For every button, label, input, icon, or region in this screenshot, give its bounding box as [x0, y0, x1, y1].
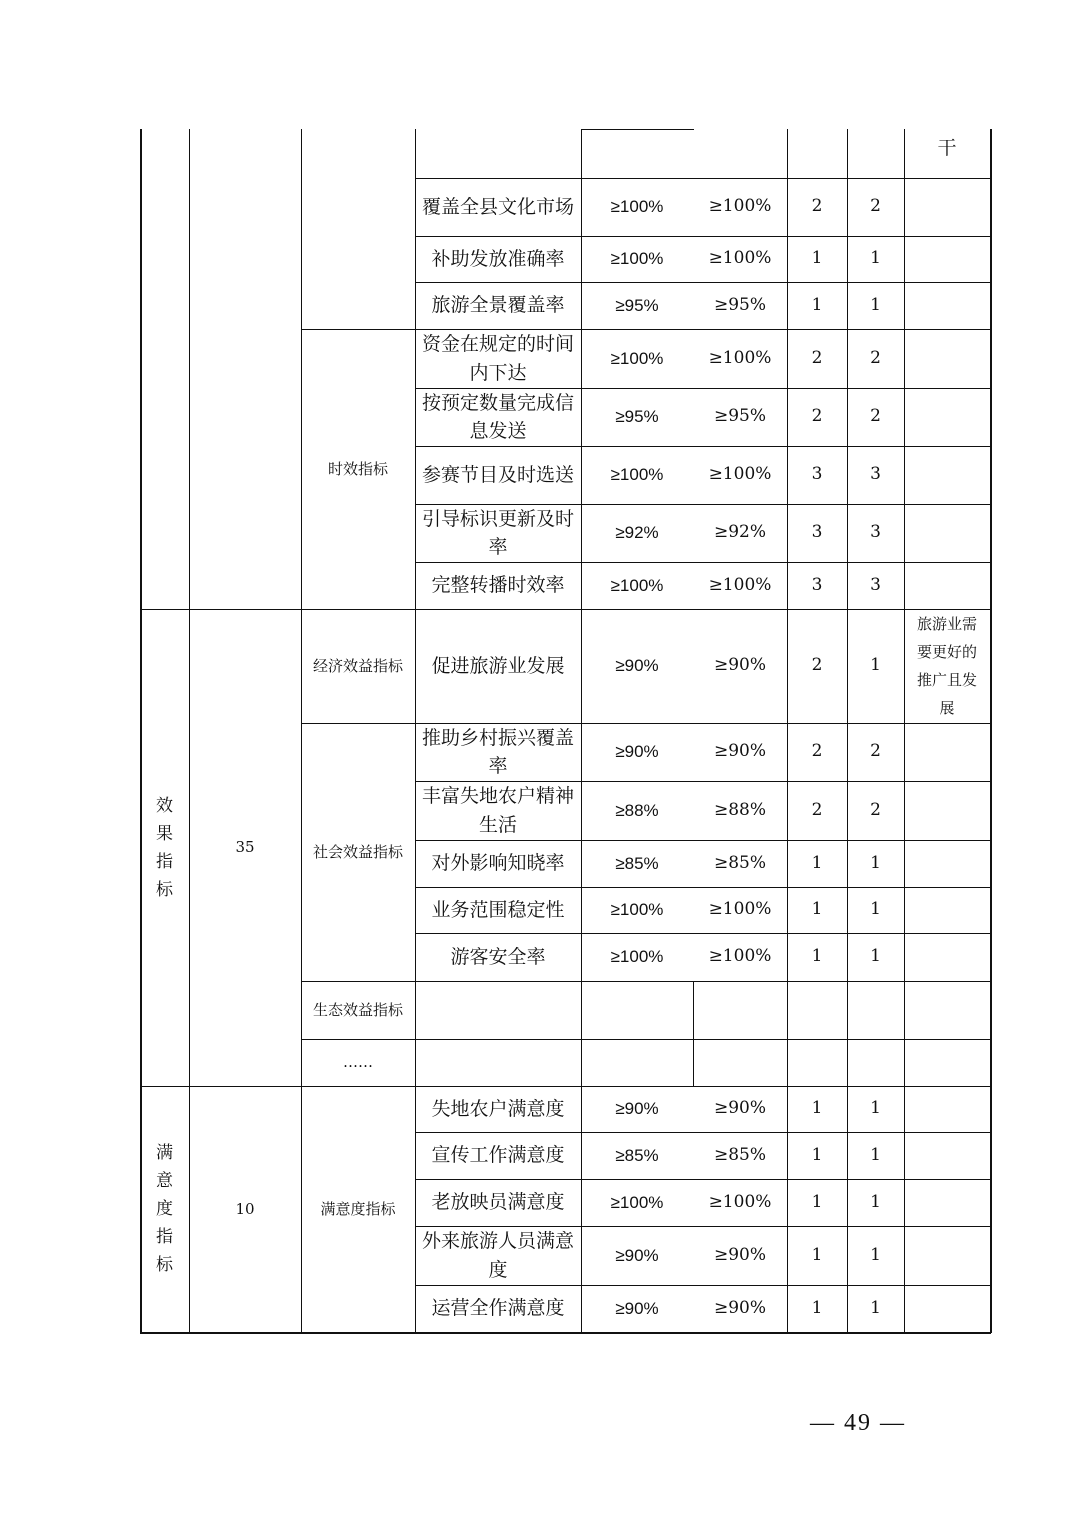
target-value: ≥95% [615, 295, 659, 315]
weight-value: 1 [811, 1297, 823, 1318]
ellipsis-label: …… [343, 1053, 373, 1072]
weight-value: 2 [811, 741, 823, 762]
indicator-name: 业务范围稳定性 [431, 898, 565, 921]
weight-value: 1 [811, 852, 823, 873]
target-value: ≥88% [615, 800, 659, 820]
remark-cell: 干 [937, 136, 957, 159]
vertical-label-char: 标 [156, 1255, 173, 1275]
score-value: 2 [870, 196, 881, 217]
actual-value: ≥90% [713, 1098, 767, 1119]
score-value: 1 [870, 899, 881, 920]
weight-value: 1 [811, 248, 823, 269]
score-value: 1 [870, 1098, 881, 1119]
weight-value: 3 [811, 464, 823, 485]
score-value: 1 [870, 1297, 881, 1318]
indicator-name: 宣传工作满意度 [431, 1144, 565, 1167]
table-border-vertical [693, 981, 694, 1086]
actual-value: ≥100% [708, 196, 772, 217]
actual-value: ≥85% [713, 1144, 767, 1165]
score-value: 1 [870, 1244, 881, 1265]
score-value: 2 [870, 347, 881, 368]
target-value: ≥90% [615, 656, 659, 676]
weight-value: 2 [811, 655, 823, 676]
score-value: 1 [870, 1144, 881, 1165]
indicator-name: 参赛节目及时选送 [421, 463, 574, 486]
actual-value: ≥100% [708, 347, 772, 368]
target-value: ≥90% [615, 742, 659, 762]
actual-value: ≥92% [713, 522, 767, 543]
weight-value: 1 [811, 1098, 823, 1119]
weight-value: 1 [811, 1244, 823, 1265]
page-number: — 49 — [810, 1410, 906, 1436]
target-value: ≥90% [615, 1298, 659, 1318]
section-score: 35 [235, 838, 255, 857]
weight-value: 2 [811, 406, 823, 427]
vertical-label-char: 指 [156, 1227, 173, 1247]
weight-value: 3 [811, 522, 823, 543]
weight-value: 1 [811, 294, 823, 315]
target-value: ≥92% [615, 523, 659, 543]
vertical-label-char: 标 [156, 879, 173, 900]
actual-value: ≥100% [708, 464, 772, 485]
indicator-name: 对外影响知晓率 [431, 852, 565, 875]
weight-value: 1 [811, 1144, 823, 1165]
indicator-name: 覆盖全县文化市场 [421, 195, 574, 218]
target-value: ≥100% [610, 947, 664, 967]
table-border-horizontal [581, 129, 694, 130]
target-value: ≥100% [610, 575, 664, 595]
primary-indicator-label [140, 609, 189, 1086]
vertical-label-char: 满 [156, 1143, 173, 1163]
target-value: ≥100% [610, 197, 664, 217]
indicator-name: 老放映员满意度 [431, 1191, 565, 1214]
actual-value: ≥90% [713, 1244, 767, 1265]
table-border-vertical [904, 129, 905, 1333]
actual-value: ≥100% [708, 899, 772, 920]
score-value: 3 [870, 464, 881, 485]
target-value: ≥85% [615, 1145, 659, 1165]
indicator-name: 完整转播时效率 [431, 574, 565, 597]
performance-indicator-table [140, 129, 990, 1332]
actual-value: ≥100% [708, 1191, 772, 1212]
weight-value: 1 [811, 899, 823, 920]
target-value: ≥100% [610, 900, 664, 920]
score-value: 1 [870, 294, 881, 315]
indicator-name: 引导标识更新及时率 [421, 507, 574, 558]
section-score: 10 [235, 1199, 255, 1218]
target-value: ≥100% [610, 465, 664, 485]
score-value: 1 [870, 248, 881, 269]
vertical-label-char: 指 [156, 851, 173, 872]
target-value: ≥90% [615, 1099, 659, 1119]
vertical-label-char: 意 [156, 1171, 173, 1191]
actual-value: ≥90% [713, 655, 767, 676]
weight-value: 2 [811, 799, 823, 820]
score-value: 1 [870, 655, 881, 676]
target-value: ≥85% [615, 853, 659, 873]
actual-value: ≥100% [708, 248, 772, 269]
target-value: ≥100% [610, 249, 664, 269]
indicator-name: 推助乡村振兴覆盖率 [421, 726, 574, 777]
remark-cell: 旅游业需要更好的推广且发展 [916, 615, 977, 717]
indicator-name: 游客安全率 [450, 945, 546, 968]
weight-value: 2 [811, 196, 823, 217]
target-value: ≥90% [615, 1245, 659, 1265]
weight-value: 2 [811, 347, 823, 368]
primary-indicator-label [140, 1086, 189, 1332]
weight-value: 1 [811, 1191, 823, 1212]
weight-value: 1 [811, 946, 823, 967]
table-border-vertical [990, 129, 992, 1333]
actual-value: ≥90% [713, 1297, 767, 1318]
score-value: 2 [870, 406, 881, 427]
actual-value: ≥100% [708, 946, 772, 967]
secondary-indicator-label: 社会效益指标 [312, 842, 403, 861]
score-value: 2 [870, 741, 881, 762]
secondary-indicator-label: 满意度指标 [320, 1199, 396, 1218]
secondary-indicator-label: 生态效益指标 [312, 1000, 403, 1019]
indicator-name: 资金在规定的时间内下达 [421, 333, 574, 384]
score-value: 3 [870, 522, 881, 543]
score-value: 1 [870, 1191, 881, 1212]
secondary-indicator-label: 经济效益指标 [312, 656, 403, 675]
indicator-name: 丰富失地农户精神生活 [421, 785, 574, 836]
table-border-horizontal [140, 1332, 991, 1334]
indicator-name: 外来旅游人员满意度 [421, 1230, 574, 1281]
score-value: 1 [870, 852, 881, 873]
actual-value: ≥100% [708, 574, 772, 595]
target-value: ≥100% [610, 348, 664, 368]
actual-value: ≥90% [713, 741, 767, 762]
target-value: ≥100% [610, 1192, 664, 1212]
vertical-label-char: 果 [156, 823, 173, 844]
score-value: 3 [870, 574, 881, 595]
indicator-name: 旅游全景覆盖率 [431, 294, 565, 317]
secondary-indicator-label: 时效指标 [327, 459, 388, 478]
indicator-name: 失地农户满意度 [431, 1097, 565, 1120]
score-value: 1 [870, 946, 881, 967]
weight-value: 3 [811, 574, 823, 595]
indicator-name: 按预定数量完成信息发送 [421, 391, 574, 442]
actual-value: ≥88% [713, 799, 767, 820]
actual-value: ≥95% [713, 406, 767, 427]
actual-value: ≥85% [713, 852, 767, 873]
indicator-name: 促进旅游业发展 [431, 654, 565, 677]
target-value: ≥95% [615, 407, 659, 427]
actual-value: ≥95% [713, 294, 767, 315]
indicator-name: 补助发放准确率 [431, 247, 565, 270]
vertical-label-char: 效 [156, 795, 173, 816]
indicator-name: 运营全作满意度 [431, 1297, 565, 1320]
score-value: 2 [870, 799, 881, 820]
vertical-label-char: 度 [156, 1199, 173, 1219]
